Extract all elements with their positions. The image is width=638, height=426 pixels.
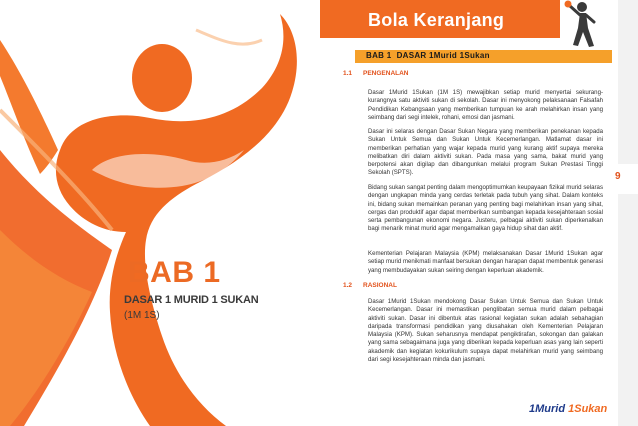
paragraph: Dasar 1Murid 1Sukan (1M 1S) mewajibkan setiap murid menyertai sekurang-kurangnya satu aktiviti sukan di sekolah. Dasar ini menyokong pelaksanaan Falsafah Pendidikan Kebangsaan yang memberikan tumpuan ke arah melahirkan insan yang seimbang dari segi intelek, rohani, emosi dan jasmani. <box>368 89 603 121</box>
chapter-label: BAB 1 <box>366 51 392 60</box>
paragraph: Kementerian Pelajaran Malaysia (KPM) melaksanakan Dasar 1Murid 1Sukan agar setiap murid menikmati manfaat bersukan dengan harapan dapat membentuk generasi yang membudayakan sukan seiring dengan keperluan akademik. <box>368 250 603 274</box>
footer-logo <box>529 403 607 415</box>
logo-part-2: 1Sukan <box>568 403 608 415</box>
chapter-subtitle: DASAR 1 MURID 1 SUKAN <box>124 294 259 306</box>
chapter-code: (1M 1S) <box>124 310 160 321</box>
chapter-title: DASAR 1Murid 1Sukan <box>396 51 490 60</box>
section-title: PENGENALAN <box>363 70 409 77</box>
section-number: 1.1 <box>343 70 353 77</box>
paragraph: Dasar 1Murid 1Sukan mendokong Dasar Sukan Untuk Semua dan Sukan Untuk Kecemerlangan. Dasar ini memastikan penglibatan semua murid dalam pelbagai aktiviti sukan. Dasar ini dibentuk atas rasional kegiatan sukan adalah sebahagian daripada transformasi pendidikan yang diusahakan oleh Kementerian Pelajaran Malaysia (KPM). Sukan seharusnya mendapat pengiktirafan, sokongan dan galakan yang sama sebagaimana juga yang diberikan kepada keperluan asas yang lain seperti akademik dan kegiatan kokurikulum supaya dapat melahirkan murid yang seimbang dari segi kesejahteraan minda dan jasmani. <box>368 298 603 364</box>
logo-part-1: 1Murid <box>529 403 569 415</box>
chapter-big-title: BAB 1 <box>128 256 221 289</box>
section-heading-pengenalan <box>343 70 409 77</box>
section-number: 1.2 <box>343 282 353 289</box>
page-number: 9 <box>615 171 621 182</box>
page-edge-stripe <box>618 0 638 426</box>
section-heading-rasional <box>343 282 397 289</box>
page-title: Bola Keranjang <box>368 10 505 30</box>
chapter-heading <box>366 51 490 60</box>
paragraph: Bidang sukan sangat penting dalam mengoptimumkan keupayaan fizikal murid selaras dengan ungkapan minda yang cerdas terletak pada tubuh yang sihat. Dalam konteks ini, bidang sukan memainkan peranan yang penting bagi melahirkan insan yang sihat, cergas dan produktif agar dapat memberikan sumbangan kepada kesejahteraan sosial serta pembangunan ekonomi negara. Justeru, pelbagai aktiviti sukan diperkenalkan bagi menarik minat murid agar mengamalkan gaya hidup sihat dan aktif. <box>368 184 603 233</box>
paragraph: Dasar ini selaras dengan Dasar Sukan Negara yang memberikan penekanan kepada Sukan Untuk Semua dan Sukan Untuk Kecemerlangan. Matlamat dasar ini memberikan perhatian yang wajar kepada murid yang kurang aktif supaya mereka melibatkan diri dalam aktiviti sukan. Pada masa yang sama, bakat murid yang berpotensi akan digilap dan dibangunkan melalui program Sukan Prestasi Tinggi Sekolah (SPTS). <box>368 128 603 177</box>
section-title: RASIONAL <box>363 282 397 289</box>
basketball-player-icon <box>560 0 600 50</box>
